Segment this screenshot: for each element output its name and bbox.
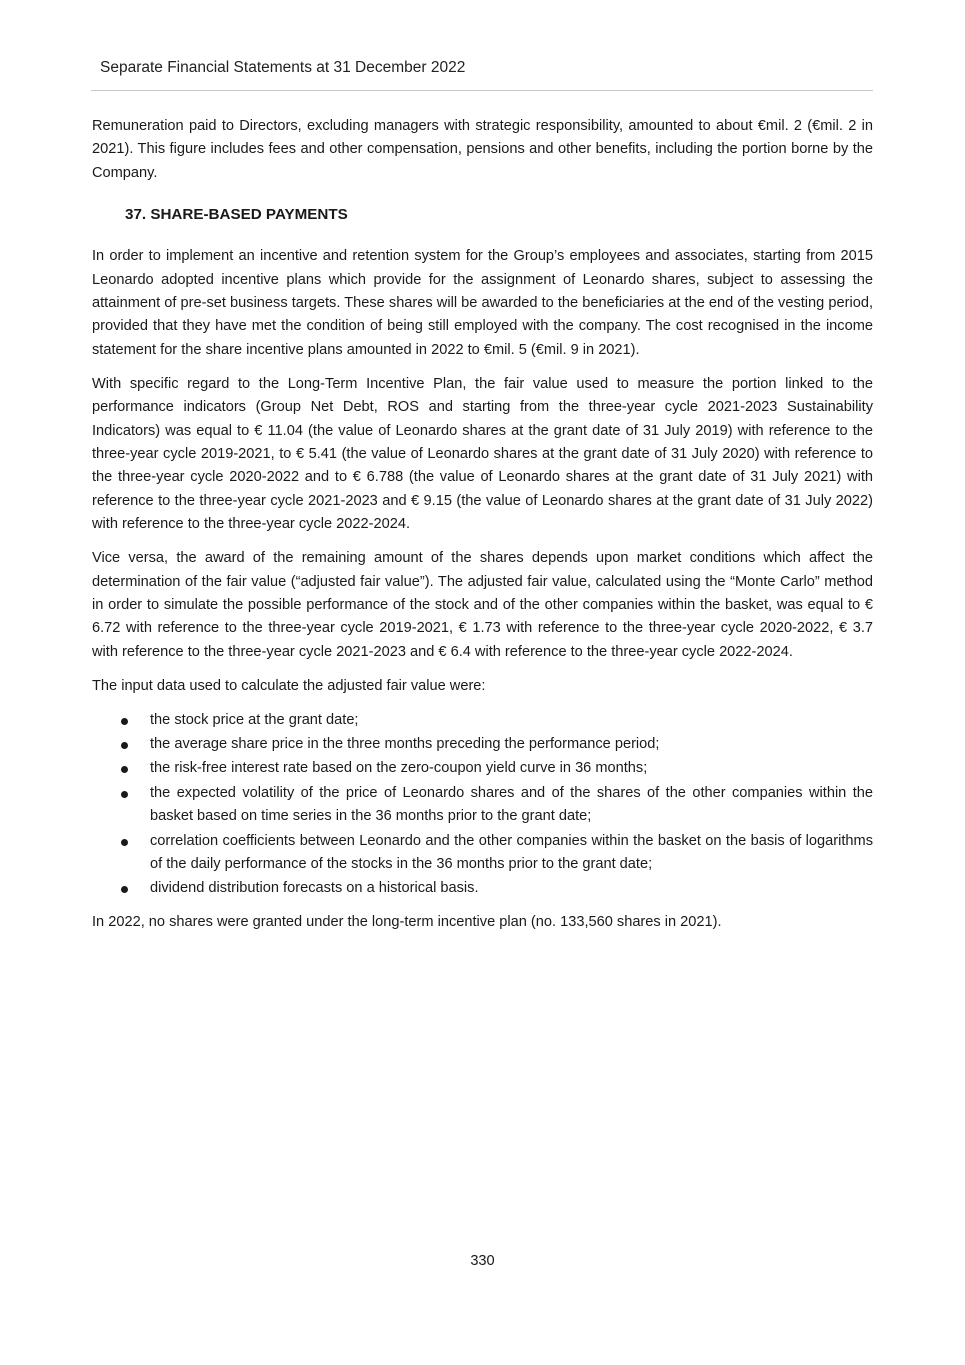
bullet-icon xyxy=(121,718,128,725)
running-header: Separate Financial Statements at 31 December 2022 xyxy=(100,59,466,76)
bullet-icon xyxy=(121,791,128,798)
list-item-text: the risk-free interest rate based on the zero-coupon yield curve in 36 months; xyxy=(150,760,648,777)
list-item xyxy=(150,782,873,829)
list-item-text: the stock price at the grant date; xyxy=(150,711,359,728)
bullet-icon xyxy=(121,766,128,773)
paragraph-remuneration: Remuneration paid to Directors, excluding managers with strategic responsibility, amounted to about €mil. 2 (€mil. 2 in 2021). This figure includes fees and other compensation, pensions and other benefits, including the portion borne by the Company. xyxy=(92,118,873,181)
input-data-list xyxy=(92,709,873,901)
paragraph-ltip-fair-value: With specific regard to the Long-Term Incentive Plan, the fair value used to measure the portion linked to the performance indicators (Group Net Debt, ROS and starting from the three-year cycle 2021-2023 Sustainability Indicators) was equal to € 11.04 (the value of Leonardo shares at the grant date of 31 July 2019) with reference to the three-year cycle 2019-2021, to € 5.41 (the value of Leonardo shares at the grant date of 31 July 2020) with reference to the three-year cycle 2020-2022 and to € 6.788 (the value of Leonardo shares at the grant date of 31 July 2021) with reference to the three-year cycle 2021-2023 and € 9.15 (the value of Leonardo shares at the grant date of 31 July 2022) with reference to the three-year cycle 2022-2024. xyxy=(92,375,873,533)
list-item xyxy=(150,877,873,900)
list-item xyxy=(150,733,873,756)
bullet-icon xyxy=(121,839,128,846)
paragraph-intro: In order to implement an incentive and retention system for the Group’s employees and associates, starting from 2015 Leonardo adopted incentive plans which provide for the assignment of Leonardo shares, subject to assessing the attainment of pre-set business targets. These shares will be awarded to the beneficiaries at the end of the vesting period, provided that they have met the condition of being still employed with the company. The cost recognised in the income statement for the share incentive plans amounted in 2022 to €mil. 5 (€mil. 9 in 2021). xyxy=(92,248,873,358)
list-item-text: dividend distribution forecasts on a historical basis. xyxy=(150,880,479,897)
list-item-text: correlation coefficients between Leonardo and the other companies within the basket on the basis of logarithms of the daily performance of the stocks in the 36 months prior to the grant date; xyxy=(150,832,873,872)
list-item-text: the average share price in the three months preceding the performance period; xyxy=(150,735,660,752)
document-body xyxy=(92,115,873,945)
paragraph-input-data: The input data used to calculate the adjusted fair value were: xyxy=(92,677,486,694)
paragraph-closing: In 2022, no shares were granted under the long-term incentive plan (no. 133,560 shares in 2021). xyxy=(92,914,722,931)
list-item xyxy=(150,757,873,780)
page-number: 330 xyxy=(470,1253,495,1269)
bullet-icon xyxy=(121,742,128,749)
header-divider xyxy=(91,90,873,91)
list-item xyxy=(150,709,873,732)
section-heading: 37. SHARE-BASED PAYMENTS xyxy=(125,206,348,224)
list-item xyxy=(150,830,873,877)
list-item-text: the expected volatility of the price of Leonardo shares and of the shares of the other companies within the basket based on time series in the 36 months prior to the grant date; xyxy=(150,784,873,825)
bullet-icon xyxy=(121,886,128,893)
paragraph-adjusted-fair-value: Vice versa, the award of the remaining amount of the shares depends upon market conditions which affect the determination of the fair value (“adjusted fair value”). The adjusted fair value, calculated using the “Monte Carlo” method in order to simulate the possible performance of the stock and of the other companies within the basket, was equal to € 6.72 with reference to the three-year cycle 2019-2021, € 1.73 with reference to the three-year cycle 2020-2022, € 3.7 with reference to the three-year cycle 2021-2023 and € 6.4 with reference to the three-year cycle 2022-2024. xyxy=(92,550,873,660)
